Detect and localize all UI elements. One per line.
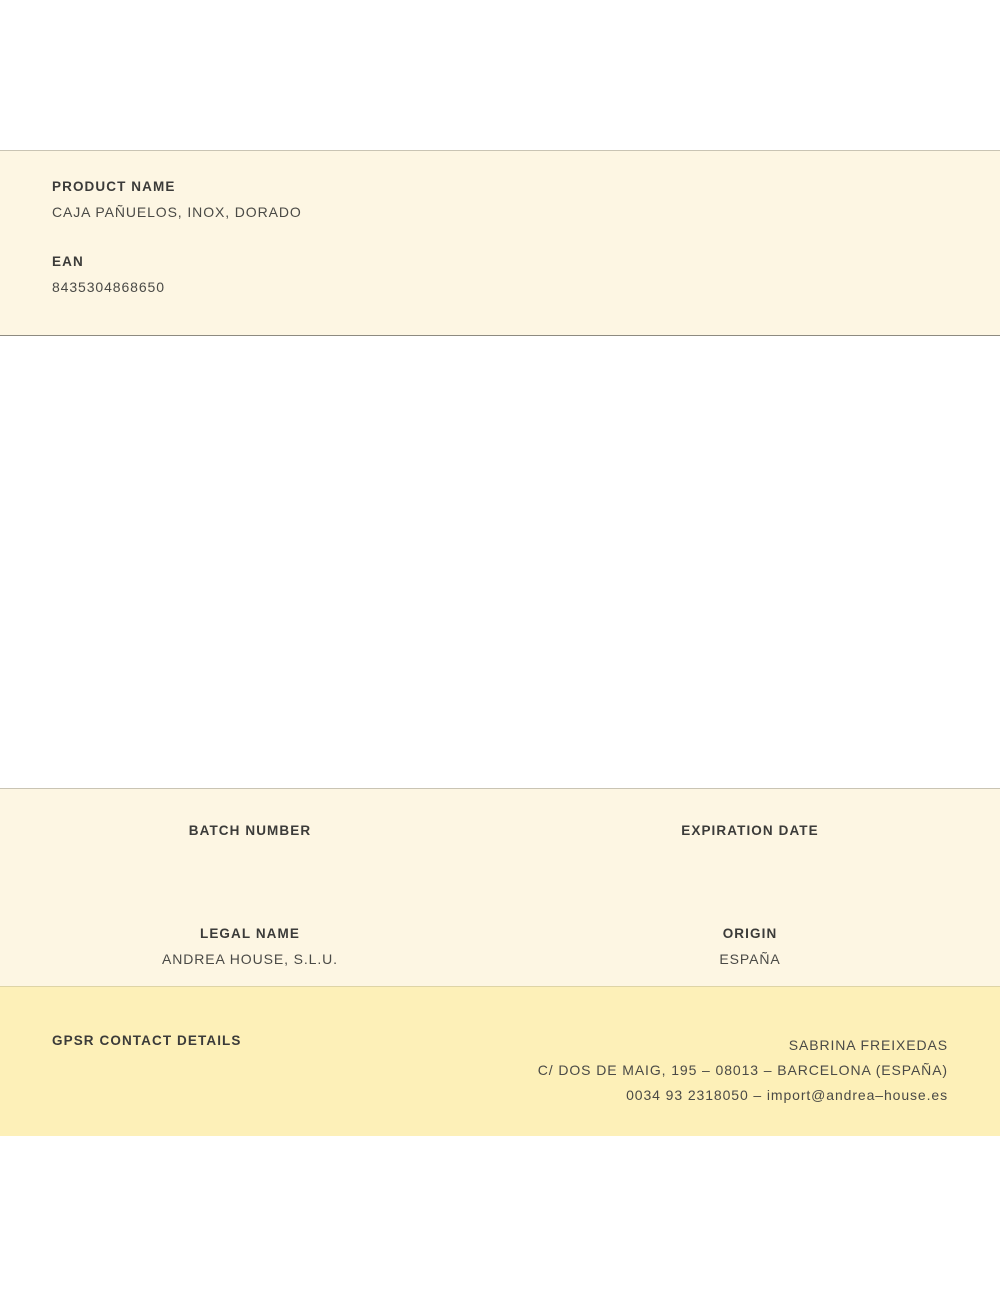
origin-value: ESPAÑA <box>719 951 781 967</box>
product-info-block <box>0 150 1000 336</box>
gpsr-inner <box>52 987 948 1108</box>
legal-name-value: ANDREA HOUSE, S.L.U. <box>162 951 338 967</box>
batch-number-label: BATCH NUMBER <box>188 823 312 838</box>
meta-inner-spacer-right <box>500 941 1000 951</box>
meta-grid-secondary <box>0 926 1000 971</box>
product-info-inner <box>0 151 1000 295</box>
expiration-date-label: EXPIRATION DATE <box>681 823 819 838</box>
batch-origin-block <box>0 788 1000 986</box>
ean-label: EAN <box>52 254 84 269</box>
gpsr-contact-address: C/ DOS DE MAIG, 195 – 08013 – BARCELONA (ESPAÑA) <box>537 1062 948 1078</box>
field-spacer <box>52 220 948 254</box>
meta-spacer <box>0 858 1000 926</box>
gpsr-contact-phone-email: 0034 93 2318050 – import@andrea–house.es <box>626 1087 948 1103</box>
gpsr-contact-lines <box>538 1033 948 1108</box>
meta-inner-spacer-left <box>0 941 500 951</box>
gpsr-contact-label: GPSR CONTACT DETAILS <box>52 1033 242 1048</box>
bottom-margin <box>0 1136 1000 1300</box>
gpsr-contact-block <box>0 986 1000 1136</box>
gpsr-contact-name: SABRINA FREIXEDAS <box>788 1037 948 1053</box>
meta-grid <box>0 789 1000 858</box>
expiration-date-value <box>500 838 1000 858</box>
blank-content-area <box>0 336 1000 788</box>
batch-number-value <box>0 838 500 858</box>
product-name-value: CAJA PAÑUELOS, INOX, DORADO <box>52 204 302 220</box>
legal-name-label: LEGAL NAME <box>199 926 300 941</box>
product-name-label: PRODUCT NAME <box>52 179 176 194</box>
ean-value: 8435304868650 <box>52 279 165 295</box>
origin-label: ORIGIN <box>722 926 778 941</box>
top-margin <box>0 0 1000 150</box>
